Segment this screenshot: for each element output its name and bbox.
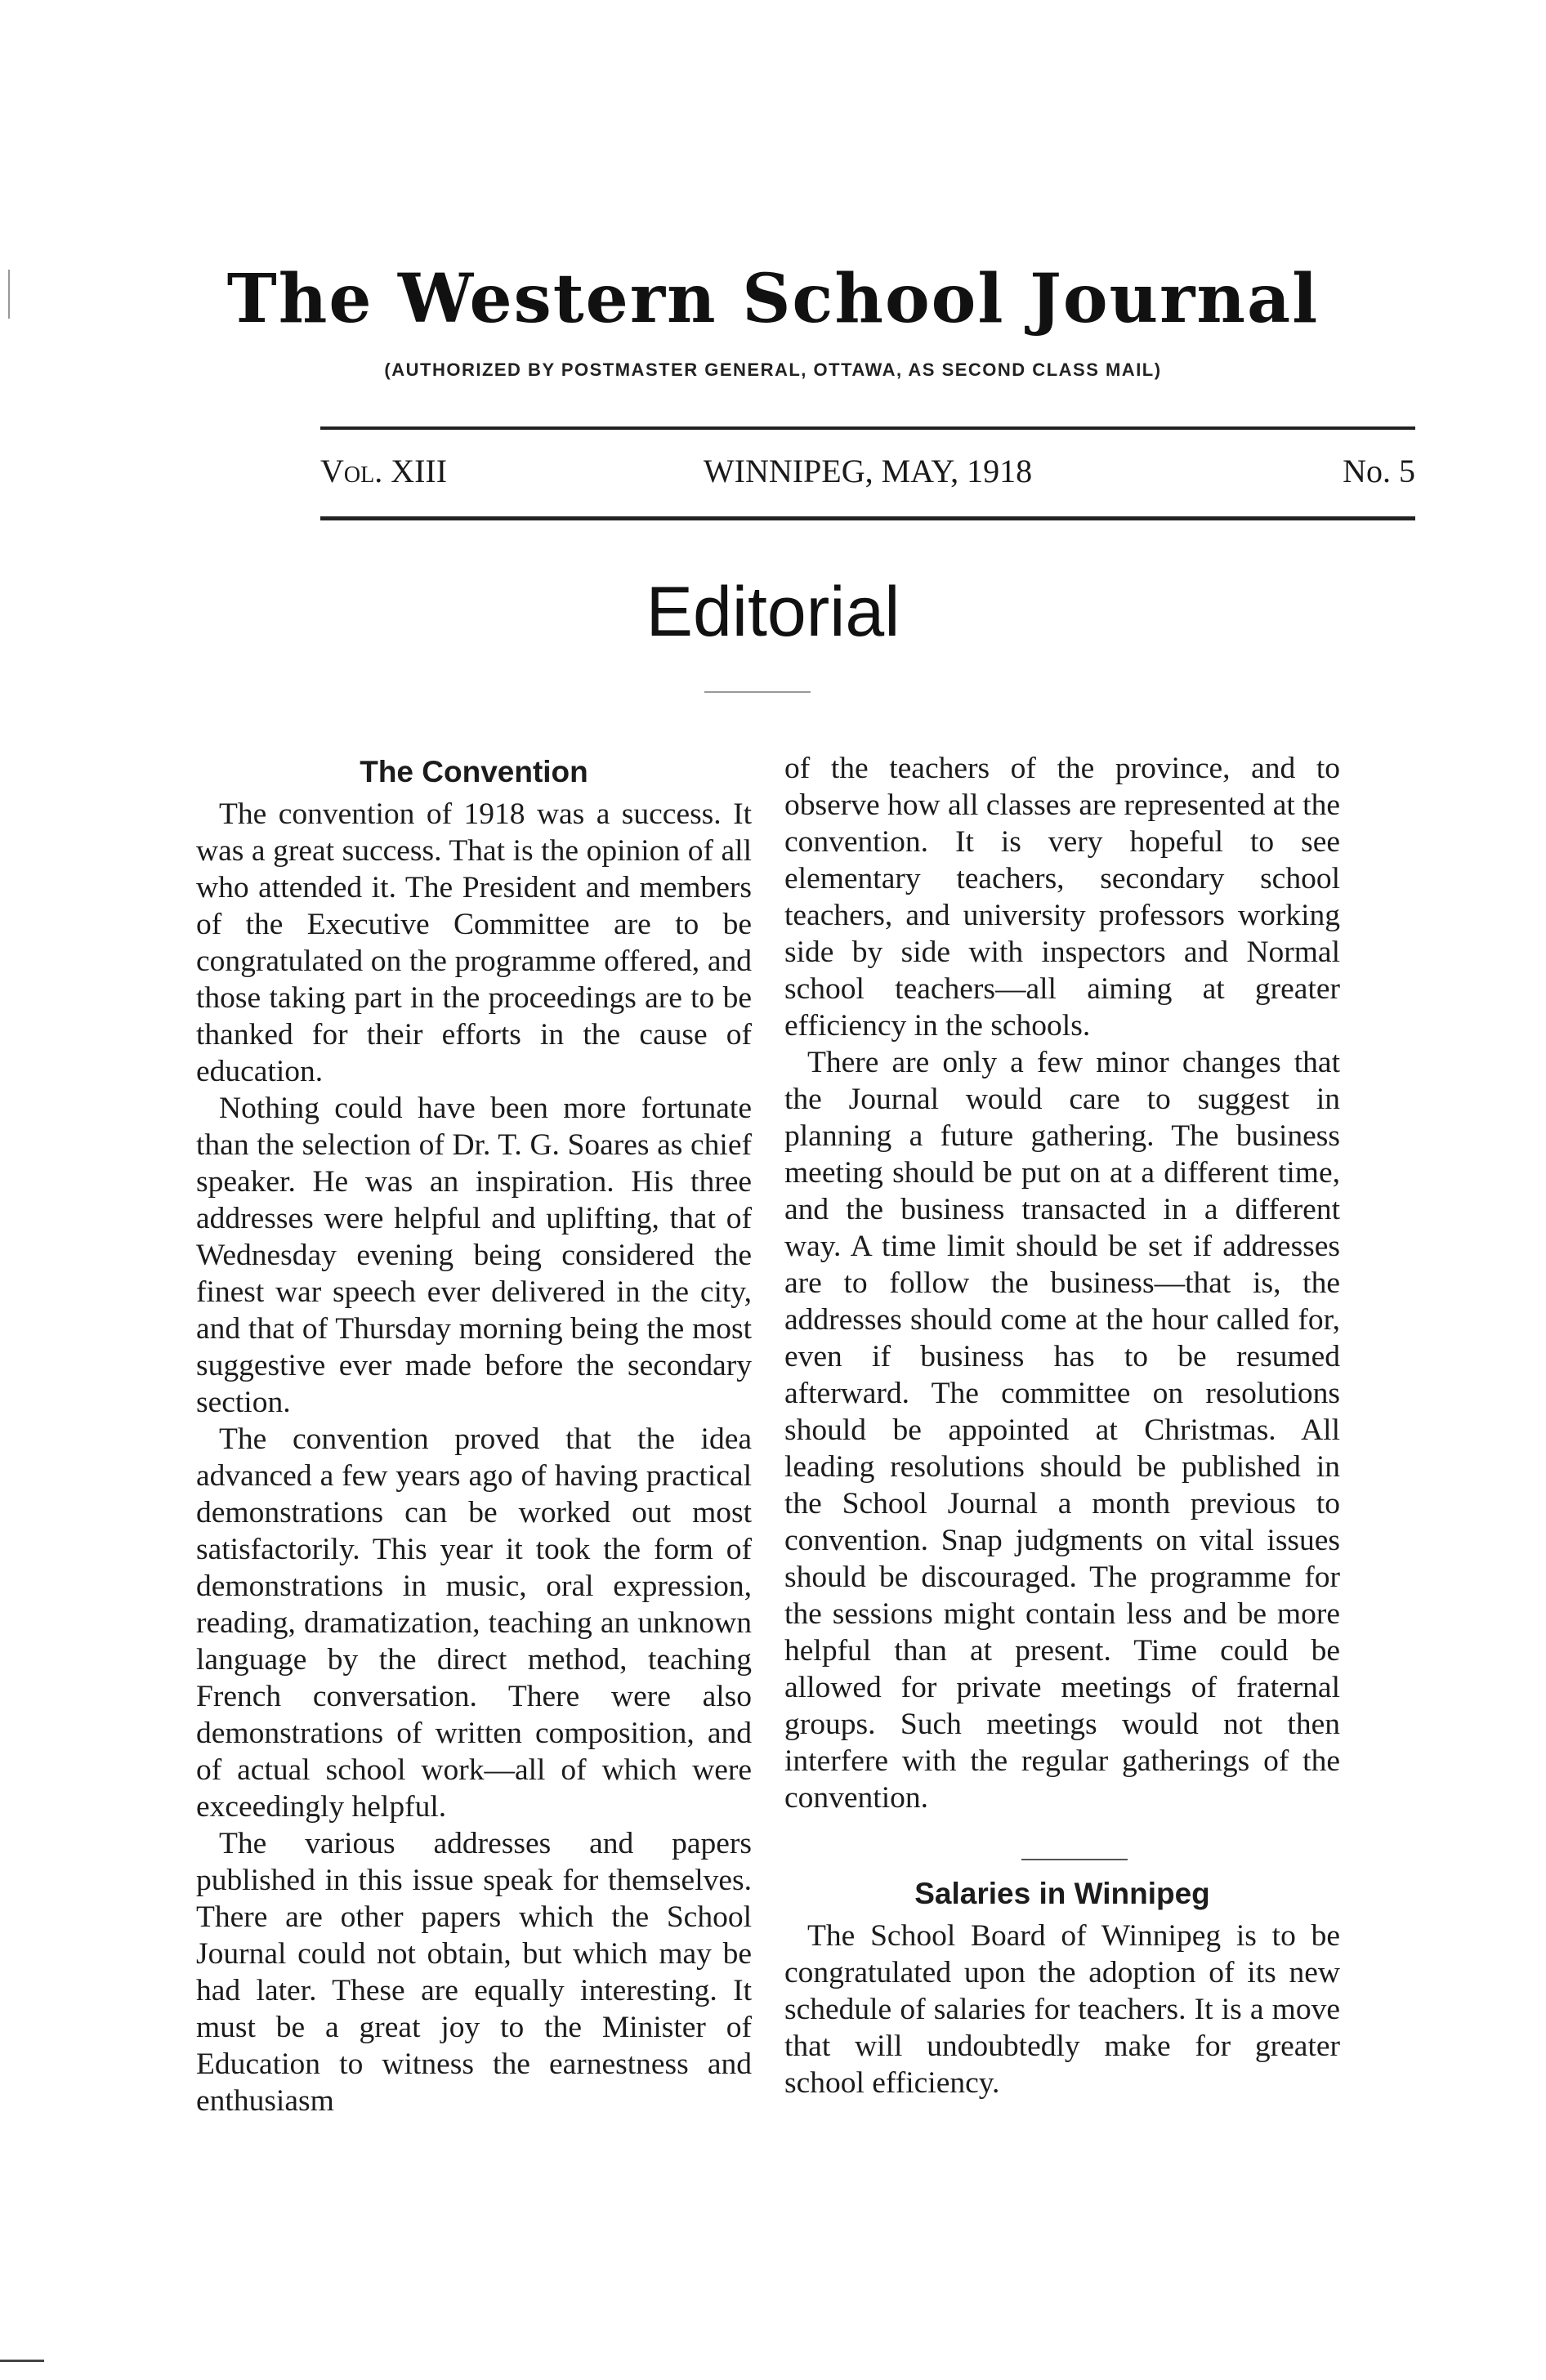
- article-paragraph: There are only a few minor changes that the Journal would care to suggest in planning a future gathering. The business meeting should be put on at a different time, and the business transacted in a different way. A time limit should be set if addresses are to follow the business—that is, the addresses should come at the hour called for, even if business has to be resumed afterward. The committee on resolutions should be appointed at Christmas. All leading resolutions should be published in the School Journal a month previous to convention. Snap judgments on vital issues should be discouraged. The programme for the sessions might contain less and be more helpful than at present. Time could be allowed for private meetings of fraternal groups. Such meetings would not then interfere with the regular gatherings of the convention.: [784, 1046, 1340, 1815]
- volume-label: Vol. XIII: [320, 453, 448, 489]
- article-paragraph: The various addresses and papers published in this issue speak for themselves. There are other papers which the School Journal could not obtain, but which may be had later. These are equally interesting. It must be a great joy to the Minister of Education to witness the earnestness and enthusiasm: [196, 1827, 752, 2118]
- place-date: WINNIPEG, MAY, 1918: [703, 453, 1033, 489]
- article-paragraph: The School Board of Winnipeg is to be congratulated upon the adoption of its new schedule of salaries for teachers. It is a move that will undoubtedly make for greater school efficiency.: [784, 1919, 1340, 2100]
- scan-mark: [8, 270, 10, 319]
- masthead-subtitle: (AUTHORIZED BY POSTMASTER GENERAL, OTTAWA, AS SECOND CLASS MAIL): [384, 359, 1162, 380]
- top-rule: [320, 426, 1415, 430]
- issue-line: [320, 452, 1415, 501]
- issue-number: No. 5: [1343, 453, 1415, 489]
- article-divider: [1021, 1859, 1128, 1860]
- bottom-rule: [320, 516, 1415, 520]
- masthead-title: The Western School Journal: [226, 260, 1320, 338]
- article-heading-convention: The Convention: [360, 755, 588, 788]
- article-paragraph-continued: of the teachers of the province, and to observe how all classes are represented at the convention. It is very hopeful to see elementary teachers, secondary school teachers, and university professors working side by side with inspectors and Normal school teachers—all aiming at greater efficiency in the schools.: [784, 752, 1340, 1043]
- article-paragraph: The convention proved that the idea advanced a few years ago of having practical demonstrations can be worked out most satisfactorily. This year it took the form of demonstrations in music, oral expression, reading, dramatization, teaching an unknown language by the direct method, teaching French conversation. There were also demonstrations of written composition, and of actual school work—all of which were exceedingly helpful.: [196, 1422, 752, 1824]
- right-column: [784, 750, 1340, 2101]
- article-heading-salaries: Salaries in Winnipeg: [914, 1877, 1210, 1910]
- article-paragraph: Nothing could have been more fortunate than the selection of Dr. T. G. Soares as chief speaker. He was an inspiration. His three addresses were helpful and uplifting, that of Wednesday evening being considered the finest war speech ever delivered in the city, and that of Thursday morning being the most suggestive ever made before the secondary section.: [196, 1092, 752, 1419]
- title-divider: [704, 691, 811, 693]
- left-column: [196, 752, 752, 2119]
- article-paragraph: The convention of 1918 was a success. It was a great success. That is the opinion of all who attended it. The President and members of the Executive Committee are to be congratulated on the programme offered, and those taking part in the proceedings are to be thanked for their efforts in the cause of education.: [196, 797, 752, 1088]
- scan-mark: [0, 2360, 44, 2362]
- section-title: Editorial: [646, 573, 900, 651]
